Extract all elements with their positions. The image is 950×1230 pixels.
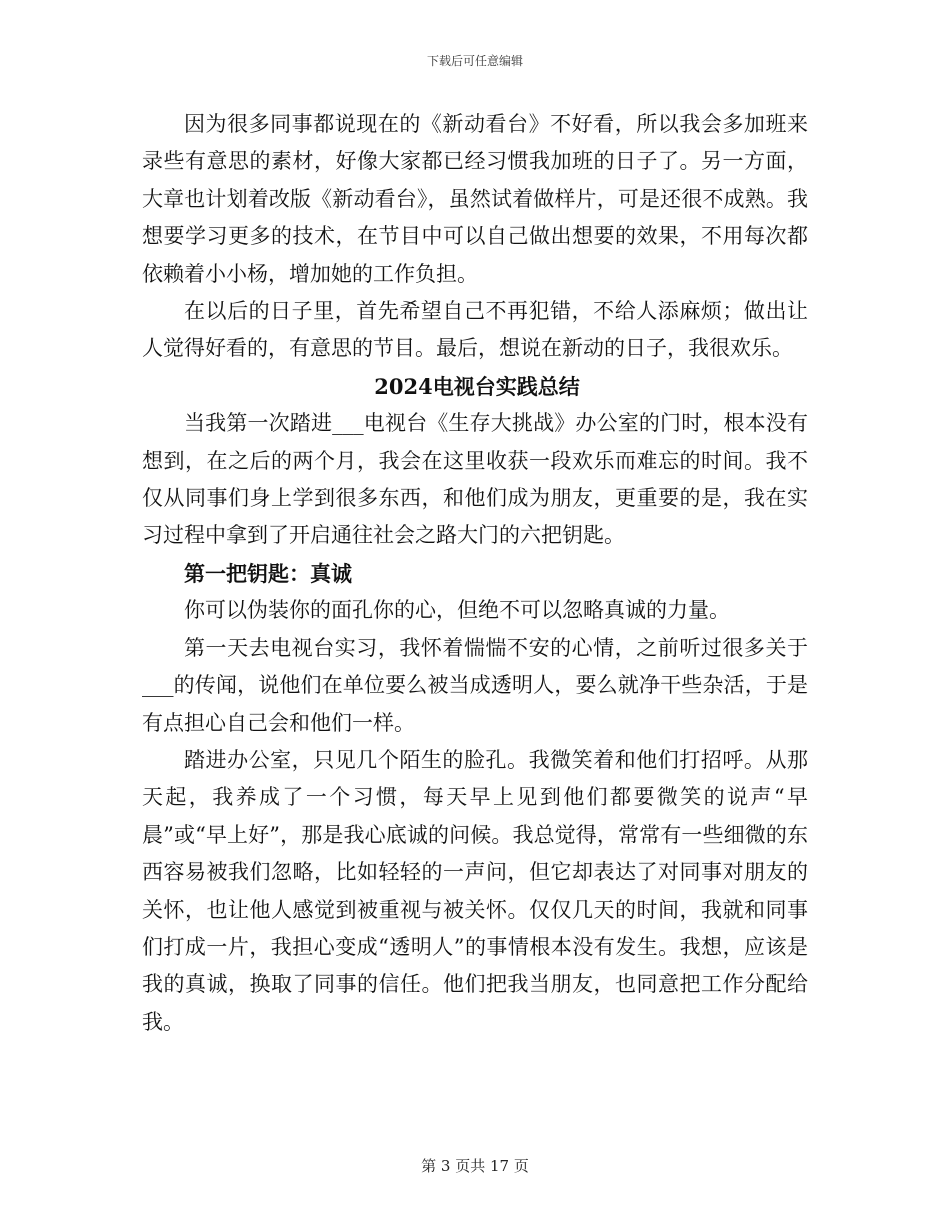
paragraph: 当我第一次踏进___电视台《生存大挑战》办公室的门时，根本没有想到，在之后的两个月，我会在这里收获一段欢乐而难忘的时间。我不仅从同事们身上学到很多东西，和他们成为朋友，更重要的是，我在实习过程中拿到了开启通往社会之路大门的六把钥匙。: [142, 411, 808, 548]
paragraph: 第一天去电视台实习，我怀着惴惴不安的心情，之前听过很多关于___的传闻，说他们在单位要么被当成透明人，要么就净干些杂活，于是有点担心自己会和他们一样。: [142, 635, 808, 735]
page-footer: 第 3 页共 17 页: [421, 1157, 529, 1175]
document-title: 2024电视台实践总结: [374, 373, 580, 399]
paragraph: 你可以伪装你的面孔你的心，但绝不可以忽略真诚的力量。: [184, 598, 730, 623]
section-heading: 第一把钥匙：真诚: [184, 560, 352, 586]
document-body: [142, 106, 808, 1041]
paragraph: 因为很多同事都说现在的《新动看台》不好看，所以我会多加班来录些有意思的素材，好像大家都已经习惯我加班的日子了。另一方面，大章也计划着改版《新动看台》，虽然试着做样片，可是还很不成熟。我想要学习更多的技术，在节目中可以自己做出想要的效果，不用每次都依赖着小小杨，增加她的工作负担。: [142, 112, 808, 286]
paragraph: 在以后的日子里，首先希望自己不再犯错，不给人添麻烦；做出让人觉得好看的，有意思的节目。最后，想说在新动的日子，我很欢乐。: [142, 299, 808, 361]
paragraph: 踏进办公室，只见几个陌生的脸孔。我微笑着和他们打招呼。从那天起，我养成了一个习惯，每天早上见到他们都要微笑的说声“早晨”或“早上好”，那是我心底诚的问候。我总觉得，常常有一些细微的东西容易被我们忽略，比如轻轻的一声问，但它却表达了对同事对朋友的关怀，也让他人感觉到被重视与被关怀。仅仅几天的时间，我就和同事们打成一片，我担心变成“透明人”的事情根本没有发生。我想，应该是我的真诚，换取了同事的信任。他们把我当朋友，也同意把工作分配给我。: [142, 747, 808, 1034]
page-header: 下载后可任意编辑: [426, 54, 523, 68]
